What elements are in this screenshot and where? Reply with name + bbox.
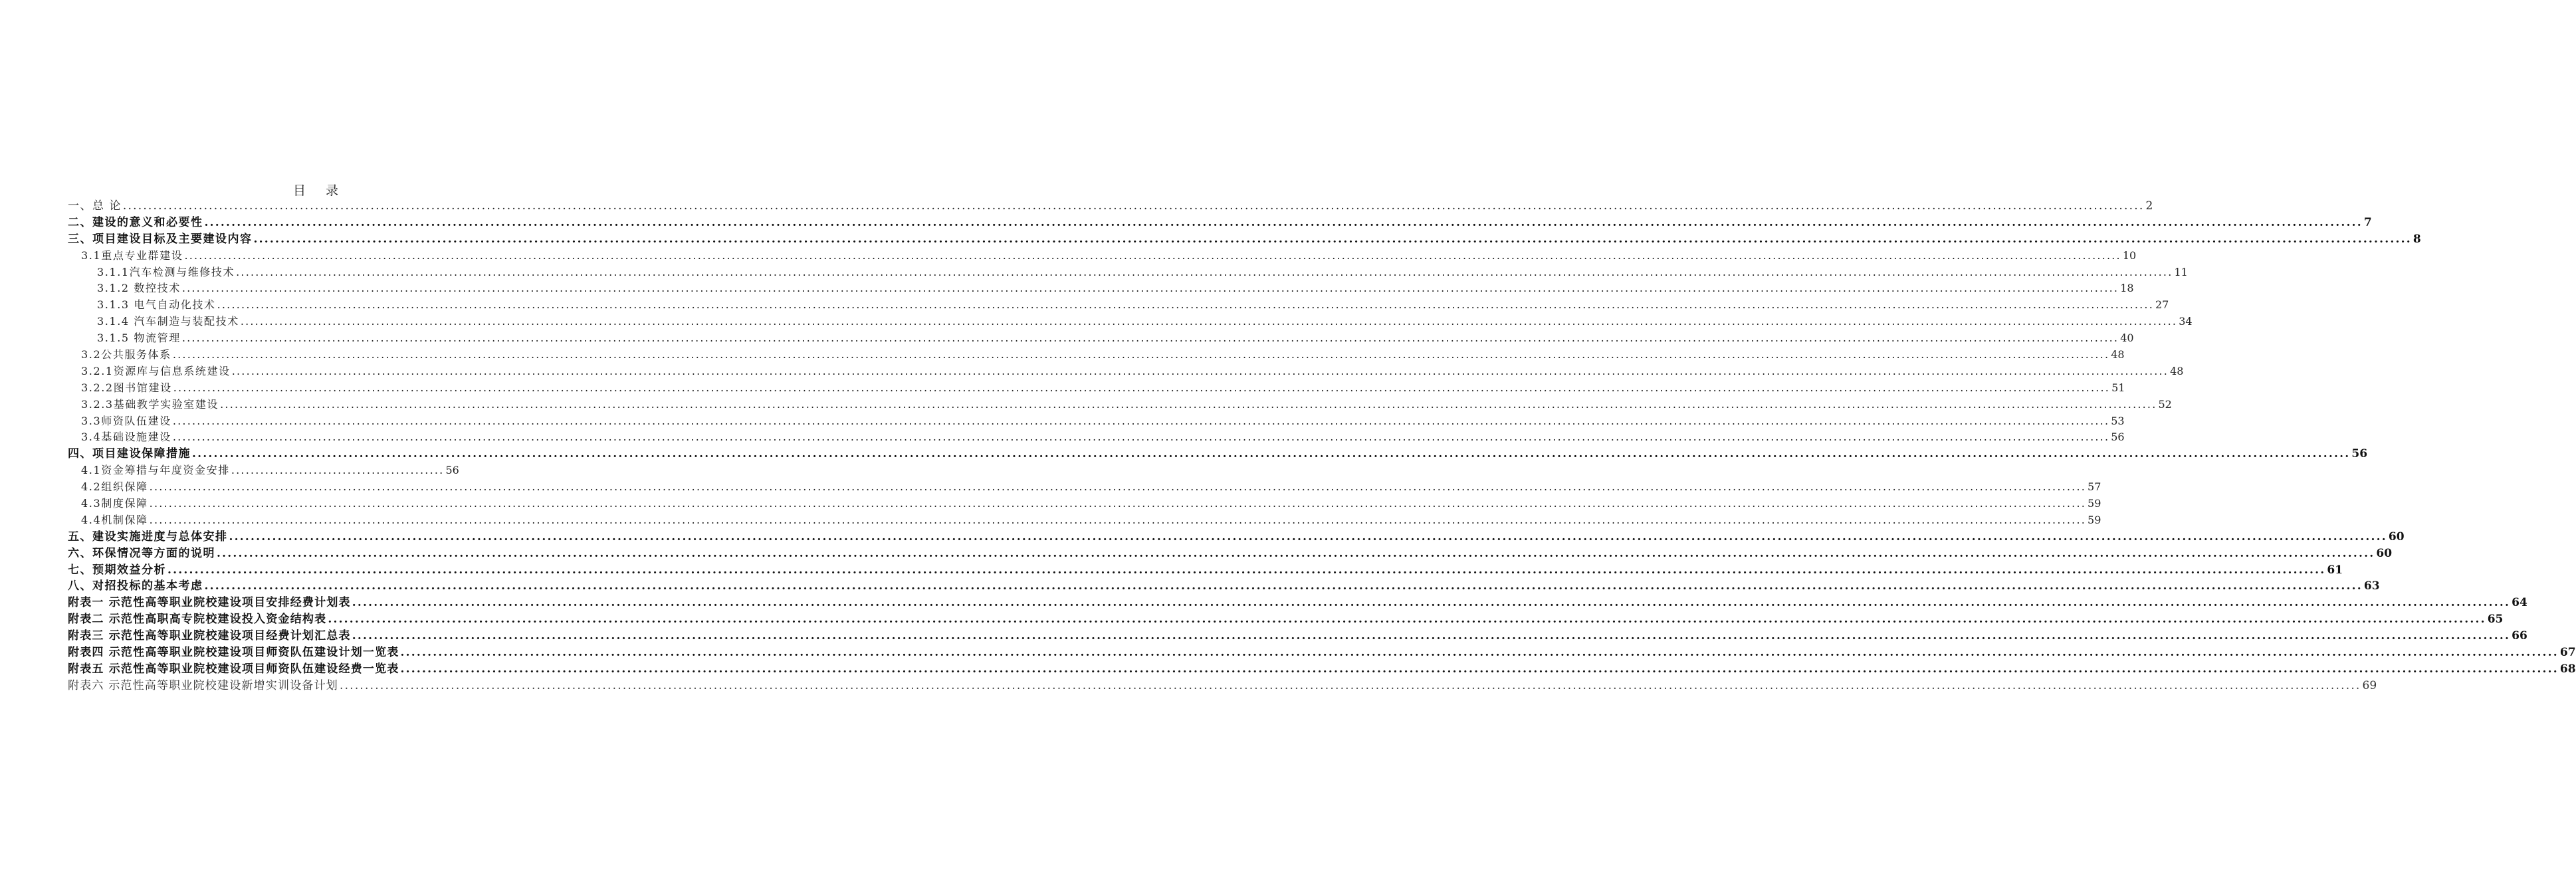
toc-leader-dots: ................................................................................................................................................................................................................................................................................................................................................................................................................	[149, 513, 2087, 526]
toc-leader-dots: ................................................................................................................................................................................................................................................................................................................................................................................................................	[122, 199, 2145, 213]
toc-entry[interactable]	[68, 429, 2125, 446]
toc-entry-page-number: 48	[2111, 348, 2125, 361]
toc-leader-dots: ................................................................................................................................................................................................................................................................................................................................................................................................................	[217, 546, 2375, 560]
table-of-contents	[68, 198, 2576, 694]
toc-entry-label: 附表一 示范性高等职业院校建设项目安排经费计划表	[68, 596, 351, 610]
toc-leader-dots: ................................................................................................................................................................................................................................................................................................................................................................................................................	[173, 381, 2111, 394]
toc-entry-page-number: 68	[2559, 662, 2576, 676]
toc-leader-dots: ................................................................................................................................................................................................................................................................................................................................................................................................................	[220, 397, 2157, 411]
toc-entry-page-number: 61	[2327, 563, 2343, 577]
toc-entry-page-number: 65	[2487, 613, 2504, 627]
toc-leader-dots: ................................................................................................................................................................................................................................................................................................................................................................................................................	[352, 629, 2511, 643]
toc-entry-page-number: 53	[2111, 414, 2125, 427]
toc-entry[interactable]	[68, 512, 2101, 529]
toc-leader-dots: ................................................................................................................................................................................................................................................................................................................................................................................................................	[328, 613, 2486, 627]
toc-entry[interactable]	[68, 215, 2372, 231]
toc-entry-page-number: 67	[2559, 646, 2576, 660]
toc-title	[0, 181, 631, 199]
toc-entry-page-number: 34	[2179, 315, 2193, 328]
toc-entry-page-number: 60	[2388, 530, 2405, 544]
toc-entry-label: 附表四 示范性高等职业院校建设项目师资队伍建设计划一览表	[68, 646, 399, 660]
toc-entry-label: 3.1.2 数控技术	[97, 282, 181, 295]
toc-entry[interactable]	[68, 678, 2377, 694]
toc-entry[interactable]	[68, 248, 2137, 264]
toc-entry-label: 六、环保情况等方面的说明	[68, 546, 215, 560]
toc-entry-page-number: 11	[2174, 265, 2188, 278]
toc-entry[interactable]	[68, 496, 2101, 512]
toc-entry-page-number: 52	[2158, 397, 2172, 411]
toc-entry[interactable]	[68, 330, 2134, 347]
toc-entry-label: 3.1重点专业群建设	[81, 248, 183, 262]
toc-entry[interactable]	[68, 347, 2125, 363]
toc-leader-dots: ................................................................................................................................................................................................................................................................................................................................................................................................................	[149, 480, 2087, 494]
toc-entry-label: 四、项目建设保障措施	[68, 447, 191, 461]
toc-entry[interactable]	[68, 529, 2405, 546]
toc-entry-label: 一、总 论	[68, 199, 122, 213]
toc-entry-page-number: 56	[2111, 431, 2125, 444]
toc-entry[interactable]	[68, 628, 2527, 645]
toc-entry[interactable]	[68, 264, 2188, 281]
toc-entry-label: 3.2公共服务体系	[81, 348, 171, 361]
toc-entry[interactable]	[68, 645, 2576, 661]
toc-entry-page-number: 2	[2145, 199, 2153, 213]
toc-entry[interactable]	[68, 578, 2380, 595]
toc-leader-dots: ................................................................................................................................................................................................................................................................................................................................................................................................................	[240, 315, 2178, 328]
toc-entry-page-number: 63	[2363, 579, 2380, 593]
toc-entry-label: 3.2.1资源库与信息系统建设	[81, 364, 231, 377]
toc-entry[interactable]	[68, 380, 2125, 397]
toc-leader-dots: ................................................................................................................................................................................................................................................................................................................................................................................................................	[204, 215, 2363, 229]
toc-entry-page-number: 27	[2155, 298, 2169, 312]
toc-leader-dots: ................................................................................................................................................................................................................................................................................................................................................................................................................	[192, 447, 2351, 461]
toc-entry[interactable]	[68, 363, 2184, 380]
toc-entry-label: 3.2.3基础教学实验室建设	[81, 397, 219, 411]
toc-entry-page-number: 51	[2111, 381, 2125, 394]
toc-entry[interactable]	[68, 413, 2125, 430]
toc-entry-page-number: 60	[2376, 546, 2393, 560]
toc-entry-label: 3.1.1汽车检测与维修技术	[97, 265, 235, 278]
toc-leader-dots: ................................................................................................................................................................................................................................................................................................................................................................................................................	[231, 364, 2169, 377]
toc-leader-dots: ................................................................................................................................................................................................................................................................................................................................................................................................................	[217, 298, 2154, 312]
toc-leader-dots: ................................................................................................................................................................................................................................................................................................................................................................................................................	[340, 678, 2361, 692]
toc-entry[interactable]	[68, 462, 565, 479]
toc-entry[interactable]	[68, 231, 2421, 248]
toc-entry-page-number: 66	[2512, 629, 2527, 643]
toc-entry-label: 3.1.4 汽车制造与装配技术	[97, 315, 239, 328]
toc-entry-page-number: 64	[2512, 596, 2527, 610]
toc-entry[interactable]	[68, 611, 2504, 628]
toc-entry-label: 附表六 示范性高等职业院校建设新增实训设备计划	[68, 678, 339, 692]
toc-entry-page-number: 48	[2170, 364, 2184, 377]
toc-leader-dots: ................................................................................................................................................................................................................................................................................................................................................................................................................	[253, 232, 2412, 246]
toc-entry[interactable]	[68, 595, 2527, 611]
toc-title-left: 目	[292, 183, 306, 198]
toc-leader-dots: ................................................................................................................................................................................................................................................................................................................................................................................................................	[400, 646, 2559, 660]
toc-title-right: 录	[326, 183, 339, 198]
toc-entry-page-number: 56	[2351, 447, 2368, 461]
toc-leader-dots: ................................................................................................................................................................................................................................................................................................................................................................................................................	[172, 414, 2110, 427]
toc-entry-label: 3.2.2图书馆建设	[81, 381, 172, 394]
toc-entry-label: 4.3制度保障	[81, 497, 148, 510]
toc-entry[interactable]	[68, 280, 2134, 297]
toc-entry-label: 4.4机制保障	[81, 513, 148, 526]
toc-leader-dots: ................................................................................................................................................................................................................................................................................................................................................................................................................	[352, 596, 2511, 610]
toc-entry-page-number: 18	[2120, 282, 2134, 295]
toc-entry-label: 3.1.5 物流管理	[97, 332, 181, 345]
toc-entry-page-number: 69	[2362, 678, 2377, 692]
toc-leader-dots: ................................................................................................................................................................................................................................................................................................................................................................................................................	[229, 530, 2387, 544]
toc-entry-page-number: 40	[2120, 332, 2134, 345]
toc-entry-label: 五、建设实施进度与总体安排	[68, 530, 228, 544]
toc-entry-label: 3.4基础设施建设	[81, 431, 171, 444]
toc-entry-page-number: 59	[2088, 513, 2101, 526]
toc-leader-dots: ................................................................................................................................................................................................................................................................................................................................................................................................................	[149, 497, 2087, 510]
toc-entry-page-number: 10	[2122, 248, 2137, 262]
toc-leader-dots: ................................................................................................................................................................................................................................................................................................................................................................................................................	[181, 332, 2119, 345]
toc-leader-dots: ................................................................................................................................................................................................................................................................................................................................................................................................................	[167, 563, 2326, 577]
toc-leader-dots: ................................................................................................................................................................................................................................................................................................................................................................................................................	[204, 579, 2363, 593]
toc-leader-dots: ................................................................................................................................................................................................................................................................................................................................................................................................................	[400, 662, 2559, 676]
toc-entry-label: 附表二 示范性高职高专院校建设投入资金结构表	[68, 613, 327, 627]
toc-entry-page-number: 57	[2088, 480, 2101, 494]
toc-leader-dots: ................................................................................................................................................................................................................................................................................................................................................................................................................	[236, 265, 2173, 278]
toc-entry-label: 八、对招投标的基本考虑	[68, 579, 203, 593]
toc-entry[interactable]	[68, 479, 2101, 496]
toc-entry-label: 二、建设的意义和必要性	[68, 215, 203, 229]
toc-entry-label: 附表五 示范性高等职业院校建设项目师资队伍建设经费一览表	[68, 662, 399, 676]
toc-entry-page-number: 59	[2088, 497, 2101, 510]
toc-entry[interactable]	[68, 562, 2343, 579]
toc-entry-label: 3.3师资队伍建设	[81, 414, 171, 427]
toc-leader-dots: ................................................................................................................................................................................................................................................................................................................................................................................................................	[184, 248, 2121, 262]
toc-entry[interactable]	[68, 546, 2393, 562]
toc-entry-label: 4.2组织保障	[81, 480, 148, 494]
toc-leader-dots: ............................................	[231, 464, 445, 477]
toc-entry-label: 3.1.3 电气自动化技术	[97, 298, 216, 312]
toc-entry-page-number: 7	[2363, 215, 2372, 229]
toc-entry[interactable]	[68, 446, 2368, 462]
toc-entry[interactable]	[68, 397, 2172, 413]
toc-entry-label: 附表三 示范性高等职业院校建设项目经费计划汇总表	[68, 629, 351, 643]
toc-entry-label: 三、项目建设目标及主要建设内容	[68, 232, 253, 246]
toc-leader-dots: ................................................................................................................................................................................................................................................................................................................................................................................................................	[172, 431, 2110, 444]
toc-entry-label: 4.1资金筹措与年度资金安排	[81, 464, 230, 477]
toc-entry-label: 七、预期效益分析	[68, 563, 166, 577]
toc-entry-page-number: 8	[2413, 232, 2421, 246]
toc-leader-dots: ................................................................................................................................................................................................................................................................................................................................................................................................................	[181, 282, 2119, 295]
toc-entry[interactable]	[68, 198, 2153, 215]
toc-entry[interactable]	[68, 661, 2576, 678]
toc-leader-dots: ................................................................................................................................................................................................................................................................................................................................................................................................................	[172, 348, 2110, 361]
toc-entry[interactable]	[68, 297, 2169, 314]
toc-entry[interactable]	[68, 314, 2193, 330]
toc-entry-page-number: 56	[445, 464, 459, 477]
